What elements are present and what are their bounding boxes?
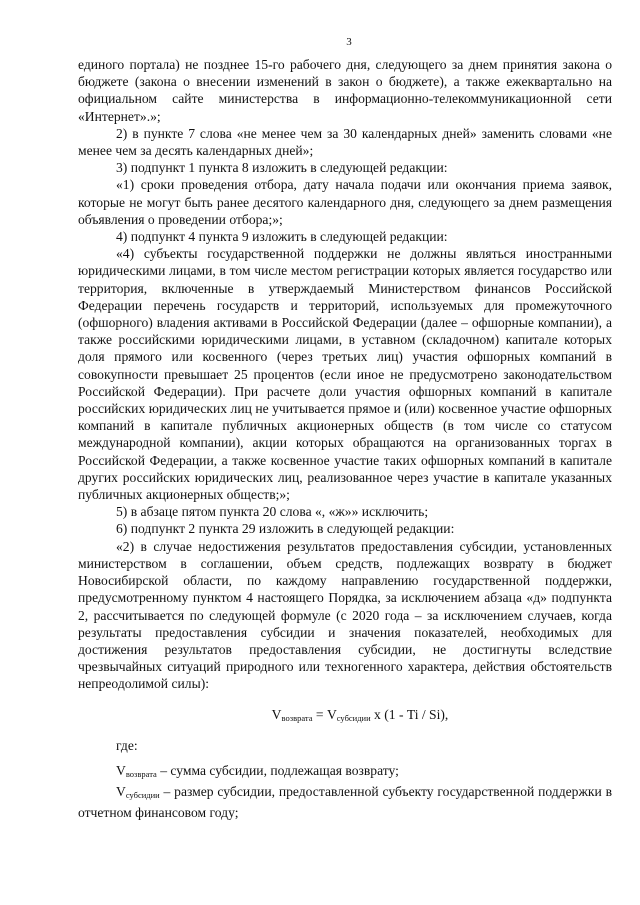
where-label: где: [116, 737, 138, 753]
formula-eq: = V [312, 706, 337, 722]
page-number: 3 [346, 36, 352, 48]
definition-text: – сумма субсидии, подлежащая возврату; [156, 762, 399, 778]
paragraph-item-4: 4) подпункт 4 пункта 9 изложить в следующей редакции: [116, 229, 448, 245]
definition-sub: возврата [125, 768, 157, 779]
definition-return [78, 762, 612, 783]
definition-symbol: V [116, 762, 126, 778]
paragraph-item-2: 2) в пункте 7 слова «не менее чем за 30 календарных дней» заменить словами «не менее чем за десять календарных дней»; [78, 125, 612, 159]
paragraph-quote-2: «2) в случае недостижения результатов предоставления субсидии, установленных министерством в соглашении, объем средств, подлежащих возврату в бюджет Новосибирской области, по каждому направлению государственной поддержки, предусмотренному пунктом 4 настоящего Порядка, за исключением абзаца «д» подпункта 2, рассчитывается по следующей формуле (с 2020 года – за исключением случаев, когда результаты предоставления субсидии и значения показателей, необходимых для достижения результатов предоставления субсидии, не достигнуты вследствие чрезвычайных ситуаций природного или техногенного характера, действия обстоятельств непреодолимой силы): [78, 538, 612, 692]
paragraph-continuation: единого портала) не позднее 15-го рабочего дня, следующего за днем принятия закона о бюджете (закона о внесении изменений в закон о бюджете), а также ежеквартально на официальном сайте министерства в информационно-телекоммуникационной сети «Интернет».»; [78, 57, 612, 124]
paragraph-item-5: 5) в абзаце пятом пункта 20 слова «, «ж»» исключить; [116, 504, 429, 520]
paragraph-item-3: 3) подпункт 1 пункта 8 изложить в следующей редакции: [116, 160, 448, 176]
formula-rhs-sub: субсидии [336, 712, 371, 723]
definition-sub: субсидии [125, 789, 160, 800]
paragraph-quote-4: «4) субъекты государственной поддержки не должны являться иностранными юридическими лицами, в том числе местом регистрации которых является государство или территория, включенные в утверждаемый Министерством финансов Российской Федерации перечень государств и территорий, используемых для промежуточного (офшорного) владения активами в Российской Федерации (далее – офшорные компании), а также российскими юридическими лицами, в уставном (складочном) капитале которых доля прямого или косвенного (через третьих лиц) участия офшорных компаний в совокупности превышает 25 процентов (если иное не предусмотрено законодательством Российской Федерации). При расчете доли участия офшорных компаний в капитале российских юридических лиц не учитывается прямое и (или) косвенное участие офшорных компаний в капитале публичных акционерных обществ (в том числе со статусом международной компании), акции которых обращаются на организованных торгах в Российской Федерации, а также косвенное участие таких офшорных компаний в капитале других российских юридических лиц, реализованное через участие в капитале указанных публичных акционерных обществ;»; [78, 246, 612, 503]
formula [78, 707, 612, 723]
formula-rest: х (1 - Ti / Si), [370, 706, 449, 722]
paragraph-quote-1: «1) сроки проведения отбора, дату начала подачи или окончания приема заявок, которые не могут быть ранее десятого календарного дня, следующего за днем размещения объявления о проведении отбора;»; [78, 177, 612, 227]
definition-text: – размер субсидии, предоставленной субъекту государственной поддержки в отчетном финансовом году; [78, 783, 612, 821]
paragraph-item-6: 6) подпункт 2 пункта 29 изложить в следующей редакции: [116, 521, 455, 537]
definition-symbol: V [116, 783, 126, 799]
formula-lhs-sub: возврата [281, 712, 313, 723]
formula-lhs: V [271, 706, 282, 722]
definition-subsidy [78, 783, 612, 821]
